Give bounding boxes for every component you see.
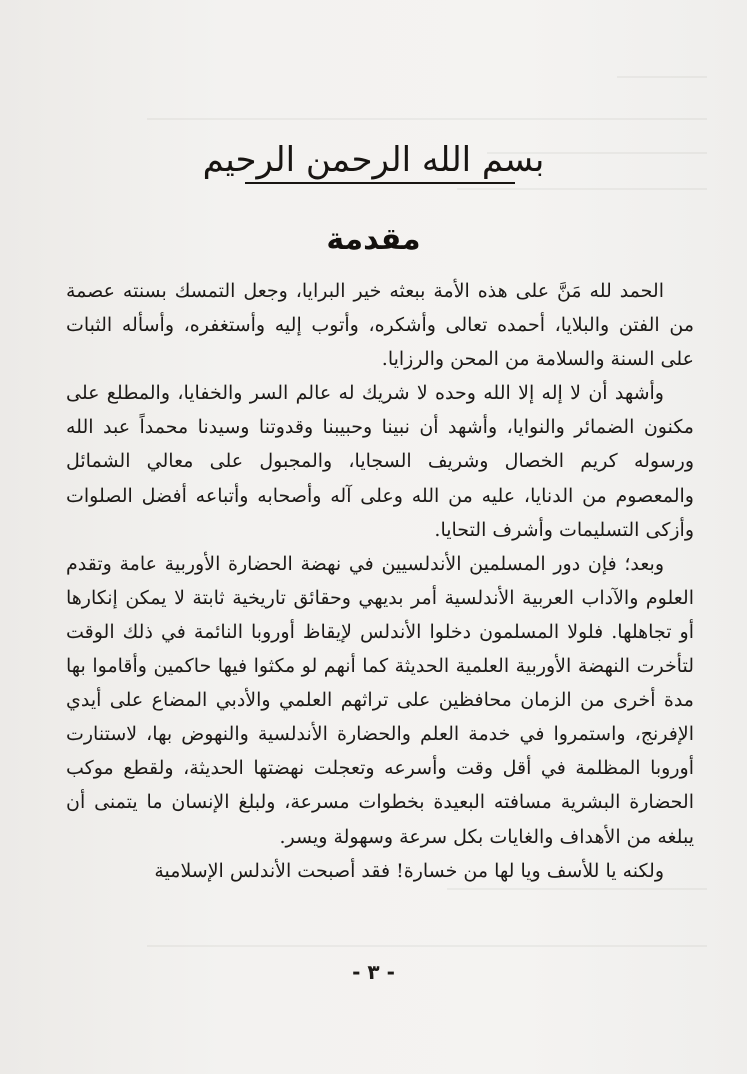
- basmala-text: بسم الله الرحمن الرحيم: [202, 140, 545, 180]
- paragraph: الحمد لله مَنَّ على هذه الأمة ببعثه خير البرايا، وجعل التمسك بسنته عصمة من الفتن والبلايا، أحمده تعالى وأشكره، وأتوب إليه وأستغفره، وأسأله الثبات على السنة والسلامة من المحن والرزايا.: [66, 280, 694, 371]
- bleed-through-line: [447, 888, 707, 890]
- paragraph: ولكنه يا للأسف ويا لها من خسارة! فقد أصبحت الأندلس الإسلامية: [154, 859, 664, 882]
- page-title: مقدمة: [326, 222, 421, 257]
- bleed-through-line: [457, 188, 707, 190]
- body-text: [66, 274, 694, 888]
- bleed-through-line: [617, 76, 707, 78]
- paragraph: وأشهد أن لا إله إلا الله وحده لا شريك له عالم السر والخفايا، والمطلع على مكنون الضمائر والنوايا، وأشهد أن نبينا وحبيبنا وقدوتنا وسيدنا محمداً عبد الله ورسوله كريم الخصال وشريف السجايا، والمجبول على معالي الشمائل والمعصوم من الدنايا، عليه من الله وعلى آله وأصحابه وأتباعه أفضل الصلوات وأزكى التسليمات وأشرف التحايا.: [66, 382, 694, 541]
- page-number: - ٣ -: [352, 960, 395, 984]
- paragraph: وبعد؛ فإن دور المسلمين الأندلسيين في نهضة الحضارة الأوربية عامة وتقدم العلوم والآداب العربية الأندلسية أمر بديهي وحقائق تاريخية ثابتة لا يمكن إنكارها أو تجاهلها. فلولا المسلمون دخلوا الأندلس لإيقاظ أوروبا النائمة في ذلك الوقت لتأخرت النهضة الأوربية العلمية الحديثة كما أنهم لو مكثوا فيها حاكمين وأقاموا بها مدة أخرى من الزمان محافظين على تراثهم العلمي والأدبي المضاع على أيدي الإفرنج، واستمروا في خدمة العلم والحضارة الأندلسية والنهوض بها، لاستنارت أوروبا المظلمة في أقل وقت وأسرعه وتعجلت نهضتها الحديثة، ولقطع موكب الحضارة البشرية مسافته البعيدة بخطوات مسرعة، ولبلغ الإنسان ما يتمنى أن يبلغه من الأهداف والغايات بكل سرعة وسهولة ويسر.: [66, 552, 694, 848]
- bleed-through-line: [147, 945, 707, 947]
- basmala: [0, 140, 747, 184]
- basmala-underline: [245, 182, 515, 184]
- bleed-through-line: [147, 118, 707, 120]
